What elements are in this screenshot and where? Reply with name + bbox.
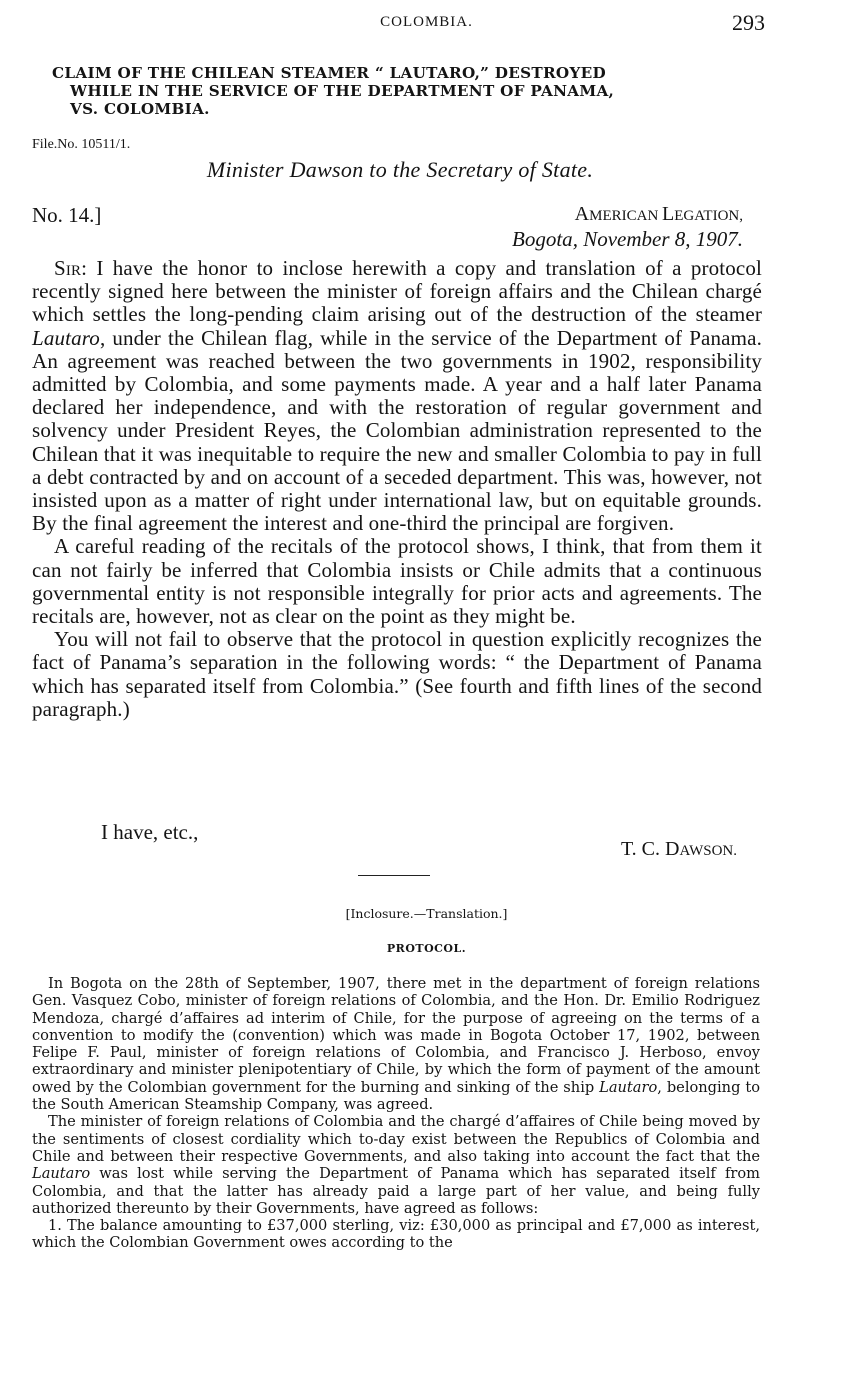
paragraph-text: : I have the honor to inclose herewith a copy and translation of a protocol recently signed here between the minister of foreign affairs and the Chilean chargé which settles the long-pending claim arising out of the destruction of the steamer	[32, 256, 762, 327]
dateline-place: Bogota	[512, 227, 573, 251]
paragraph-text: , under the Chilean flag, while in the service of the Department of Panama. An agreement was reached between the two governments in 1902, responsibility admitted by Colombia, and some payments made. A year and a half later Panama declared her independence, and with the restoration of regular government and solvency under President Reyes, the Colombian administration represented to the Chilean that it was inequitable to require the new and smaller Colombia to pay in full a debt contracted by and on account of a seceded department. This was, however, not insisted upon as a matter of right under international law, but on equitable grounds. By the final agreement the interest and one-third the principal are forgiven.	[32, 325, 762, 536]
paragraph-text: The minister of foreign relations of Colombia and the chargé d’affaires of Chile being moved by the sentiments of closest cordiality which to-day exist between the Republics of Colombia and Chile and between their respective Governments, and also taking into account the fact that the	[32, 1113, 760, 1165]
ship-name: Lautaro	[32, 325, 100, 350]
section-title-line-3: VS. COLOMBIA.	[70, 100, 210, 118]
page-number: 293	[732, 10, 765, 35]
legation-initial-1: A	[574, 203, 590, 225]
paragraph-text: In Bogota on the 28th of September, 1907, there met in the department of foreign relations Gen. Vasquez Cobo, minister of foreign relations of Colombia, and the Hon. Dr. Emilio Rodriguez Mendoza, chargé d’affaires ad interim of Chile, for the purpose of agreeing on the terms of a convention to modify the (convention) which was made in Bogota October 17, 1902, between Felipe F. Paul, minister of foreign relations of Colombia, and Francisco J. Herboso, envoy extraordinary and minister plenipotentiary of Chile, by which the form of payment of the amount owed by the Colombian government for the burning and sinking of the ship	[32, 975, 760, 1096]
protocol-body	[32, 975, 760, 1252]
closing: I have, etc.,	[101, 820, 199, 844]
dateline	[512, 227, 743, 252]
section-divider	[358, 875, 430, 876]
signature-initials: T. C. D	[620, 838, 680, 860]
paragraph-text: was lost while serving the Department of Panama which has separated itself from Colombia, and that the latter has already paid a large part of her value, and being fully authorized thereunto by their Governments, have agreed as follows:	[32, 1165, 760, 1217]
legation-rest-1: MERICAN	[589, 208, 663, 224]
dispatch-number: No. 14.]	[32, 203, 102, 227]
protocol-paragraph	[32, 975, 760, 1113]
section-title-line-2: WHILE IN THE SERVICE OF THE DEPARTMENT OF PANAMA,	[70, 82, 615, 100]
section-title-line-1: CLAIM OF THE CHILEAN STEAMER “ LAUTARO,” DESTROYED	[52, 64, 606, 82]
letter-heading: Minister Dawson to the Secretary of State.	[206, 157, 594, 182]
protocol-paragraph: 1. The balance amounting to £37,000 sterling, viz: £30,000 as principal and £7,000 as interest, which the Colombian Government owes according to the	[32, 1217, 760, 1252]
inclosure-label: [Inclosure.—Translation.]	[345, 906, 508, 921]
ship-name: Lautaro	[599, 1078, 658, 1096]
letter-paragraph: You will not fail to observe that the protocol in question explicitly recognizes the fact of Panama’s separation in the following words: “ the Department of Panama which has separated itself from Colombia.” (See fourth and fifth lines of the second paragraph.)	[32, 627, 762, 721]
dateline-date: , November 8, 1907.	[572, 227, 743, 251]
legation-initial-2: L	[662, 203, 675, 225]
legation-name	[575, 203, 743, 226]
letter-paragraph	[32, 257, 762, 535]
salutation: Sir	[54, 256, 82, 280]
letter-paragraph: A careful reading of the recitals of the protocol shows, I think, that from them it can not fairly be inferred that Colombia insists or Chile admits that a continuous governmental entity is not responsible integrally for prior acts and agreements. The recitals are, however, not as clear on the point as they might be.	[32, 534, 762, 629]
signature	[621, 838, 737, 861]
letter-body	[32, 257, 762, 721]
ship-name: Lautaro	[32, 1165, 91, 1183]
signature-rest: AWSON.	[679, 843, 737, 859]
legation-rest-2: EGATION,	[674, 208, 743, 224]
paragraph-text: , belonging to the South American Steamship Company, was agreed.	[32, 1078, 760, 1114]
section-title	[52, 64, 752, 118]
protocol-heading: PROTOCOL.	[386, 942, 467, 955]
file-number: File.No. 10511/1.	[32, 137, 131, 152]
running-head: COLOMBIA.	[380, 14, 473, 30]
protocol-paragraph	[32, 1113, 760, 1217]
